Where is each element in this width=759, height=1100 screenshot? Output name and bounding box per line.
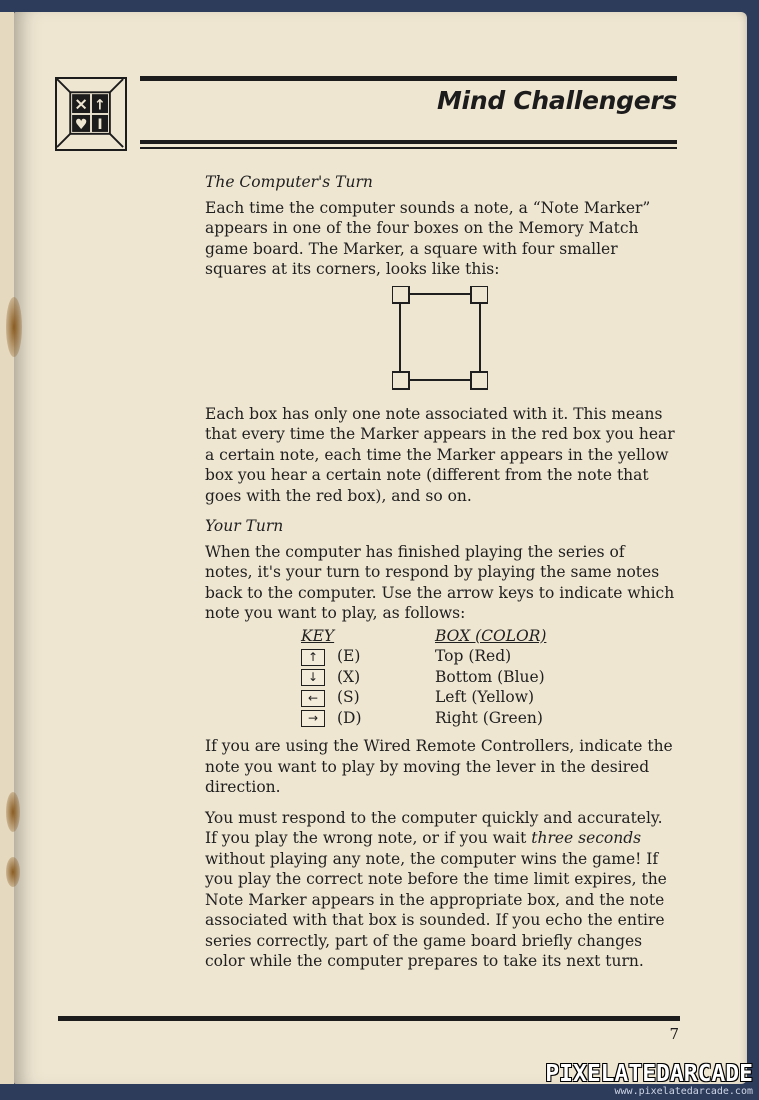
box-color: Top (Red) bbox=[435, 647, 512, 665]
svg-text:×: × bbox=[73, 94, 89, 115]
booklet-spine bbox=[0, 12, 14, 1084]
section-heading-your-turn: Your Turn bbox=[205, 517, 284, 535]
watermark bbox=[545, 1062, 753, 1098]
right-arrow-key-icon: → bbox=[301, 710, 325, 727]
respond-quickly-paragraph bbox=[205, 808, 675, 972]
respond-text-after: without playing any note, the computer wins the game! If you play the correct note before the time limit expires, the Note Marker appears in the appropriate box, and the note associated with that box is sounded. If you echo the entire series correctly, part of the game board briefly changes color while the computer prepares to take its next turn. bbox=[205, 849, 667, 970]
note-association-paragraph: Each box has only one note associated with it. This means that every time the Marker appears in the red box you hear a certain note, each time the Marker appears in the yellow box you hear a certain note (different from the note that goes with the red box), and so on. bbox=[205, 404, 675, 505]
header-rule-top bbox=[140, 76, 677, 81]
footer-rule bbox=[58, 1016, 680, 1021]
left-arrow-key-icon: ← bbox=[301, 690, 325, 707]
header-rule-bottom bbox=[140, 140, 677, 144]
main-content bbox=[205, 172, 675, 972]
box-color: Left (Yellow) bbox=[435, 688, 535, 706]
box-column-header: BOX (COLOR) bbox=[435, 626, 547, 645]
table-row bbox=[301, 708, 546, 729]
down-arrow-key-icon: ↓ bbox=[301, 669, 325, 686]
page-stain bbox=[6, 792, 20, 832]
key-letter: (S) bbox=[337, 688, 360, 706]
computer-turn-paragraph: Each time the computer sounds a note, a “Note Marker” appears in one of the four boxes on the Memory Match game board. The Marker, a square with four smaller squares at its corners, looks like this: bbox=[205, 198, 651, 278]
box-color: Bottom (Blue) bbox=[435, 667, 545, 686]
your-turn-paragraph: When the computer has finished playing the series of notes, it's your turn to respond by playing the same notes back to the computer. Use the arrow keys to indicate which note you want to play, as follows: bbox=[205, 542, 675, 622]
page-stain bbox=[6, 857, 20, 887]
up-arrow-key-icon: ↑ bbox=[301, 649, 325, 666]
table-row bbox=[301, 687, 546, 708]
key-letter: (X) bbox=[337, 667, 361, 686]
key-mapping-table bbox=[301, 626, 546, 729]
key-letter: (D) bbox=[337, 708, 362, 727]
page-title: Mind Challengers bbox=[436, 86, 677, 115]
watermark-brand: PIXELATEDARCADE bbox=[545, 1061, 753, 1087]
svg-text:↑: ↑ bbox=[94, 97, 106, 114]
key-letter: (E) bbox=[337, 647, 361, 665]
note-marker-figure bbox=[205, 286, 675, 398]
three-seconds-emphasis: three seconds bbox=[531, 829, 642, 847]
svg-text:♥: ♥ bbox=[74, 117, 88, 134]
header-rule-bottom-thin bbox=[140, 147, 677, 149]
remote-controllers-paragraph: If you are using the Wired Remote Controllers, indicate the note you want to play by moving the lever in the desired direction. bbox=[205, 737, 673, 796]
box-color: Right (Green) bbox=[435, 708, 543, 727]
mind-challengers-logo-icon bbox=[55, 77, 127, 151]
note-marker-icon bbox=[392, 286, 488, 392]
svg-text:I: I bbox=[97, 117, 103, 134]
table-row bbox=[301, 646, 546, 667]
watermark-url: www.pixelatedarcade.com bbox=[614, 1086, 753, 1097]
page-stain bbox=[6, 297, 22, 357]
key-column-header: KEY bbox=[301, 626, 335, 645]
section-heading-computer-turn: The Computer's Turn bbox=[205, 173, 373, 191]
page-number: 7 bbox=[669, 1025, 679, 1043]
table-row bbox=[301, 667, 546, 688]
respond-text-before: You must respond to the computer quickly and accurately. If you play the wrong note, or if you wait bbox=[205, 808, 663, 847]
